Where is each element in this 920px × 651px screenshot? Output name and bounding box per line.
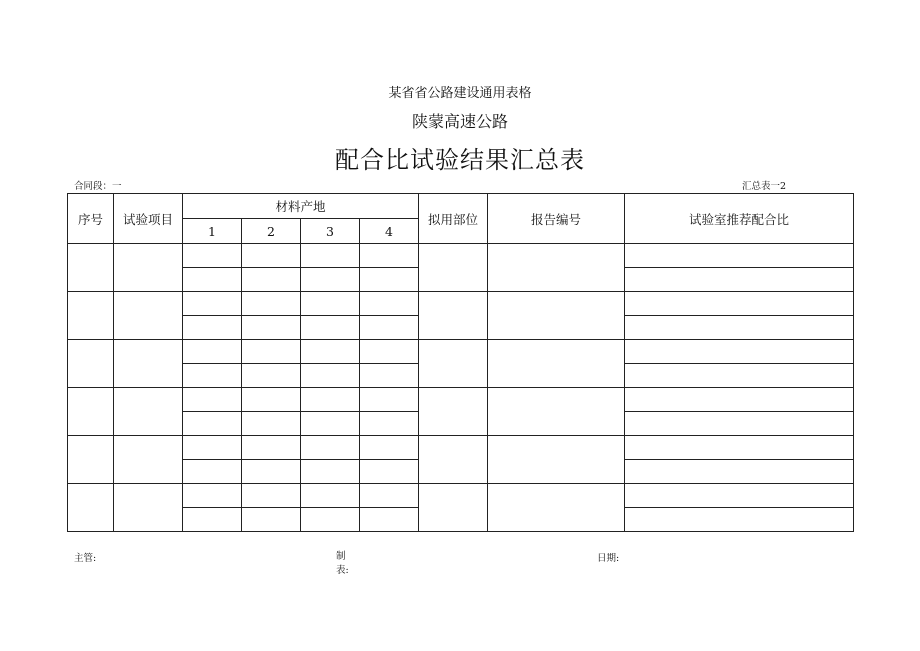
- source-2-cell[interactable]: [242, 460, 301, 484]
- source-2-cell[interactable]: [242, 340, 301, 364]
- project-name: 陕蒙高速公路: [411, 112, 508, 131]
- source-1-cell[interactable]: [183, 412, 242, 436]
- lab-ratio-cell[interactable]: [625, 484, 854, 508]
- seq-cell[interactable]: [68, 436, 114, 484]
- supervisor-label: 主管:: [74, 553, 97, 564]
- prepared-by-line1: 制: [336, 551, 346, 562]
- source-4-cell[interactable]: [360, 508, 419, 532]
- source-3-cell[interactable]: [301, 268, 360, 292]
- source-2-cell[interactable]: [242, 244, 301, 268]
- seq-cell[interactable]: [68, 340, 114, 388]
- col-header-source-3: 3: [301, 219, 360, 244]
- col-header-test-item: 试验项目: [114, 194, 183, 244]
- source-2-cell[interactable]: [242, 436, 301, 460]
- source-3-cell[interactable]: [301, 316, 360, 340]
- source-1-cell[interactable]: [183, 436, 242, 460]
- col-header-source-2: 2: [242, 219, 301, 244]
- lab-ratio-cell[interactable]: [625, 244, 854, 268]
- source-1-cell[interactable]: [183, 364, 242, 388]
- source-4-cell[interactable]: [360, 364, 419, 388]
- source-2-cell[interactable]: [242, 292, 301, 316]
- source-2-cell[interactable]: [242, 316, 301, 340]
- lab-ratio-cell[interactable]: [625, 508, 854, 532]
- col-header-source-4: 4: [360, 219, 419, 244]
- source-3-cell[interactable]: [301, 412, 360, 436]
- contract-section: 合同段：一: [74, 181, 122, 192]
- source-2-cell[interactable]: [242, 364, 301, 388]
- test-item-cell[interactable]: [114, 292, 183, 340]
- source-1-cell[interactable]: [183, 388, 242, 412]
- table-row: [68, 292, 854, 316]
- source-4-cell[interactable]: [360, 268, 419, 292]
- seq-cell[interactable]: [68, 244, 114, 292]
- source-2-cell[interactable]: [242, 388, 301, 412]
- report-no-cell[interactable]: [488, 244, 625, 292]
- source-3-cell[interactable]: [301, 460, 360, 484]
- lab-ratio-cell[interactable]: [625, 340, 854, 364]
- col-header-seq: 序号: [68, 194, 114, 244]
- col-header-lab-ratio: 试验室推荐配合比: [625, 194, 854, 244]
- source-1-cell[interactable]: [183, 244, 242, 268]
- report-no-cell[interactable]: [488, 436, 625, 484]
- lab-ratio-cell[interactable]: [625, 460, 854, 484]
- date-label: 日期:: [597, 553, 620, 564]
- test-item-cell[interactable]: [114, 388, 183, 436]
- lab-ratio-cell[interactable]: [625, 436, 854, 460]
- seq-cell[interactable]: [68, 388, 114, 436]
- intended-part-cell[interactable]: [419, 244, 488, 292]
- table-row: [68, 340, 854, 364]
- source-3-cell[interactable]: [301, 292, 360, 316]
- page-title: 配合比试验结果汇总表: [335, 146, 585, 174]
- source-4-cell[interactable]: [360, 460, 419, 484]
- seq-cell[interactable]: [68, 292, 114, 340]
- lab-ratio-cell[interactable]: [625, 268, 854, 292]
- report-no-cell[interactable]: [488, 484, 625, 532]
- source-1-cell[interactable]: [183, 316, 242, 340]
- source-1-cell[interactable]: [183, 292, 242, 316]
- source-2-cell[interactable]: [242, 268, 301, 292]
- seq-cell[interactable]: [68, 484, 114, 532]
- report-no-cell[interactable]: [488, 388, 625, 436]
- col-header-source-1: 1: [183, 219, 242, 244]
- source-4-cell[interactable]: [360, 484, 419, 508]
- source-2-cell[interactable]: [242, 412, 301, 436]
- table-row: [68, 484, 854, 508]
- source-1-cell[interactable]: [183, 460, 242, 484]
- source-4-cell[interactable]: [360, 316, 419, 340]
- table-row: [68, 388, 854, 412]
- intended-part-cell[interactable]: [419, 292, 488, 340]
- col-header-report-no: 报告编号: [488, 194, 625, 244]
- source-3-cell[interactable]: [301, 244, 360, 268]
- source-4-cell[interactable]: [360, 340, 419, 364]
- intended-part-cell[interactable]: [419, 436, 488, 484]
- intended-part-cell[interactable]: [419, 340, 488, 388]
- lab-ratio-cell[interactable]: [625, 316, 854, 340]
- source-4-cell[interactable]: [360, 244, 419, 268]
- report-no-cell[interactable]: [488, 292, 625, 340]
- prepared-by-line2: 表:: [336, 565, 349, 576]
- source-3-cell[interactable]: [301, 388, 360, 412]
- source-1-cell[interactable]: [183, 340, 242, 364]
- source-3-cell[interactable]: [301, 364, 360, 388]
- test-item-cell[interactable]: [114, 436, 183, 484]
- source-4-cell[interactable]: [360, 292, 419, 316]
- source-3-cell[interactable]: [301, 340, 360, 364]
- source-4-cell[interactable]: [360, 388, 419, 412]
- intended-part-cell[interactable]: [419, 388, 488, 436]
- source-2-cell[interactable]: [242, 484, 301, 508]
- source-1-cell[interactable]: [183, 508, 242, 532]
- table-row: [68, 436, 854, 460]
- source-4-cell[interactable]: [360, 412, 419, 436]
- table-row: [68, 244, 854, 268]
- table-body: [68, 244, 854, 532]
- test-item-cell[interactable]: [114, 244, 183, 292]
- form-code: 汇总表一2: [742, 181, 787, 192]
- test-item-cell[interactable]: [114, 484, 183, 532]
- lab-ratio-cell[interactable]: [625, 412, 854, 436]
- report-no-cell[interactable]: [488, 340, 625, 388]
- source-4-cell[interactable]: [360, 436, 419, 460]
- org-line: 某省省公路建设通用表格: [388, 86, 532, 101]
- test-item-cell[interactable]: [114, 340, 183, 388]
- source-3-cell[interactable]: [301, 484, 360, 508]
- summary-table: [67, 193, 854, 532]
- lab-ratio-cell[interactable]: [625, 364, 854, 388]
- col-header-material-source: 材料产地: [183, 194, 419, 219]
- source-1-cell[interactable]: [183, 484, 242, 508]
- lab-ratio-cell[interactable]: [625, 292, 854, 316]
- source-3-cell[interactable]: [301, 508, 360, 532]
- source-1-cell[interactable]: [183, 268, 242, 292]
- prepared-by-label: [336, 550, 349, 578]
- col-header-intended-part: 拟用部位: [419, 194, 488, 244]
- source-2-cell[interactable]: [242, 508, 301, 532]
- lab-ratio-cell[interactable]: [625, 388, 854, 412]
- intended-part-cell[interactable]: [419, 484, 488, 532]
- source-3-cell[interactable]: [301, 436, 360, 460]
